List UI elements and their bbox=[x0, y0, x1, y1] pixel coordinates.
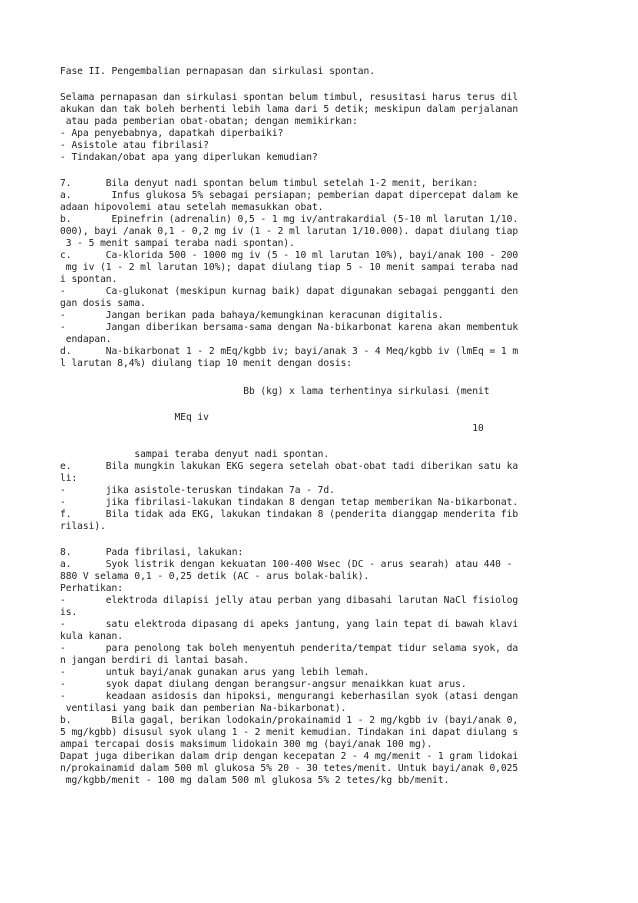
text-line: i spontan. bbox=[60, 274, 118, 285]
text-line: atau pada pemberian obat-obatan; dengan memikirkan: bbox=[60, 116, 358, 127]
text-line: - Asistole atau fibrilasi? bbox=[60, 140, 209, 151]
text-line: is. bbox=[60, 607, 78, 618]
text-line: sampai teraba denyut nadi spontan. bbox=[60, 449, 330, 460]
text-line: 8. Pada fibrilasi, lakukan: bbox=[60, 547, 244, 558]
text-line: mg/kgbb/menit - 100 mg dalam 500 ml glukosa 5% 2 tetes/kg bb/menit. bbox=[60, 775, 450, 786]
text-line: b. Epinefrin (adrenalin) 0,5 - 1 mg iv/antrakardial (5-10 ml larutan 1/10. bbox=[60, 214, 519, 225]
text-line: Perhatikan: bbox=[60, 583, 123, 594]
text-line: d. Na-bikarbonat 1 - 2 mEq/kgbb iv; bayi/anak 3 - 4 Meq/kgbb iv (lmEq = 1 m bbox=[60, 346, 519, 357]
text-line: gan dosis sama. bbox=[60, 298, 146, 309]
text-line: 7. Bila denyut nadi spontan belum timbul setelah 1-2 menit, berikan: bbox=[60, 178, 478, 189]
formula-numerator: Bb (kg) x lama terhentinya sirkulasi (menit bbox=[60, 386, 490, 397]
text-line: adaan hipovolemi atau setelah memasukkan obat. bbox=[60, 202, 324, 213]
text-line: - jika asistole-teruskan tindakan 7a - 7d. bbox=[60, 485, 335, 496]
text-line: 3 - 5 menit sampai teraba nadi spontan). bbox=[60, 238, 295, 249]
text-line: a. Syok listrik dengan kekuatan 100-400 Wsec (DC - arus searah) atau 440 - bbox=[60, 559, 513, 570]
text-line: - untuk bayi/anak gunakan arus yang lebih lemah. bbox=[60, 667, 370, 678]
text-line: - keadaan asidosis dan hipoksi, mengurangi keberhasilan syok (atasi dengan bbox=[60, 691, 519, 702]
text-line: Dapat juga diberikan dalam drip dengan kecepatan 2 - 4 mg/menit - 1 gram lidokai bbox=[60, 751, 519, 762]
text-line: - satu elektroda dipasang di apeks jantung, yang lain tepat di bawah klavi bbox=[60, 619, 519, 630]
text-line: - elektroda dilapisi jelly atau perban yang dibasahi larutan NaCl fisiolog bbox=[60, 595, 519, 606]
text-line: - Jangan berikan pada bahaya/kemungkinan keracunan digitalis. bbox=[60, 310, 444, 321]
text-line: mg iv (1 - 2 ml larutan 10%); dapat diulang tiap 5 - 10 menit sampai teraba nad bbox=[60, 262, 519, 273]
text-line: n jangan berdiri di lantai basah. bbox=[60, 655, 249, 666]
text-line: kula kanan. bbox=[60, 631, 123, 642]
text-line: Selama pernapasan dan sirkulasi spontan belum timbul, resusitasi harus terus dil bbox=[60, 92, 519, 103]
text-line: 000), bayi /anak 0,1 - 0,2 mg iv (1 - 2 ml larutan 1/10.000). dapat diulang tiap bbox=[60, 226, 519, 237]
text-line: - para penolong tak boleh menyentuh penderita/tempat tidur selama syok, da bbox=[60, 643, 519, 654]
formula-label: MEq iv bbox=[60, 412, 209, 423]
text-line: 880 V selama 0,1 - 0,25 detik (AC - arus bolak-balik). bbox=[60, 571, 370, 582]
text-line: f. Bila tidak ada EKG, lakukan tindakan 8 (penderita dianggap menderita fib bbox=[60, 509, 519, 520]
text-line: endapan. bbox=[60, 334, 112, 345]
text-line: e. Bila mungkin lakukan EKG segera setelah obat-obat tadi diberikan satu ka bbox=[60, 461, 519, 472]
text-line: akukan dan tak boleh berhenti lebih lama dari 5 detik; meskipun dalam perjalanan bbox=[60, 104, 519, 115]
text-line: rilasi). bbox=[60, 521, 106, 532]
text-line: ventilasi yang baik dan pemberian Na-bikarbonat). bbox=[60, 703, 347, 714]
text-line: 5 mg/kgbb) disusul syok ulang 1 - 2 menit kemudian. Tindakan ini dapat diulang s bbox=[60, 727, 519, 738]
text-line: - Tindakan/obat apa yang diperlukan kemudian? bbox=[60, 152, 318, 163]
text-line: a. Infus glukosa 5% sebagai persiapan; pemberian dapat dipercepat dalam ke bbox=[60, 190, 519, 201]
text-line: ampai tercapai dosis maksimum lidokain 300 mg (bayi/anak 100 mg). bbox=[60, 739, 433, 750]
text-line: l larutan 8,4%) diulang tiap 10 menit dengan dosis: bbox=[60, 358, 353, 369]
text-line: - syok dapat diulang dengan berangsur-angsur menaikkan kuat arus. bbox=[60, 679, 467, 690]
text-line: b. Bila gagal, berikan lodokain/prokainamid 1 - 2 mg/kgbb iv (bayi/anak 0, bbox=[60, 715, 519, 726]
text-line: n/prokainamid dalam 500 ml glukosa 5% 20 - 30 tetes/menit. Untuk bayi/anak 0,025 bbox=[60, 763, 519, 774]
text-line: li: bbox=[60, 473, 78, 484]
text-line: - jika fibrilasi-lakukan tindakan 8 dengan tetap memberikan Na-bikarbonat. bbox=[60, 497, 519, 508]
text-line: - Jangan diberikan bersama-sama dengan Na-bikarbonat karena akan membentuk bbox=[60, 322, 519, 333]
text-line: c. Ca-klorida 500 - 1000 mg iv (5 - 10 ml larutan 10%), bayi/anak 100 - 200 bbox=[60, 250, 519, 261]
section-heading: Fase II. Pengembalian pernapasan dan sirkulasi spontan. bbox=[60, 66, 375, 77]
formula-denominator: 10 bbox=[60, 423, 484, 434]
text-line: - Apa penyebabnya, dapatkah diperbaiki? bbox=[60, 128, 284, 139]
text-line: - Ca-glukonat (meskipun kurnag baik) dapat digunakan sebagai pengganti den bbox=[60, 286, 519, 297]
